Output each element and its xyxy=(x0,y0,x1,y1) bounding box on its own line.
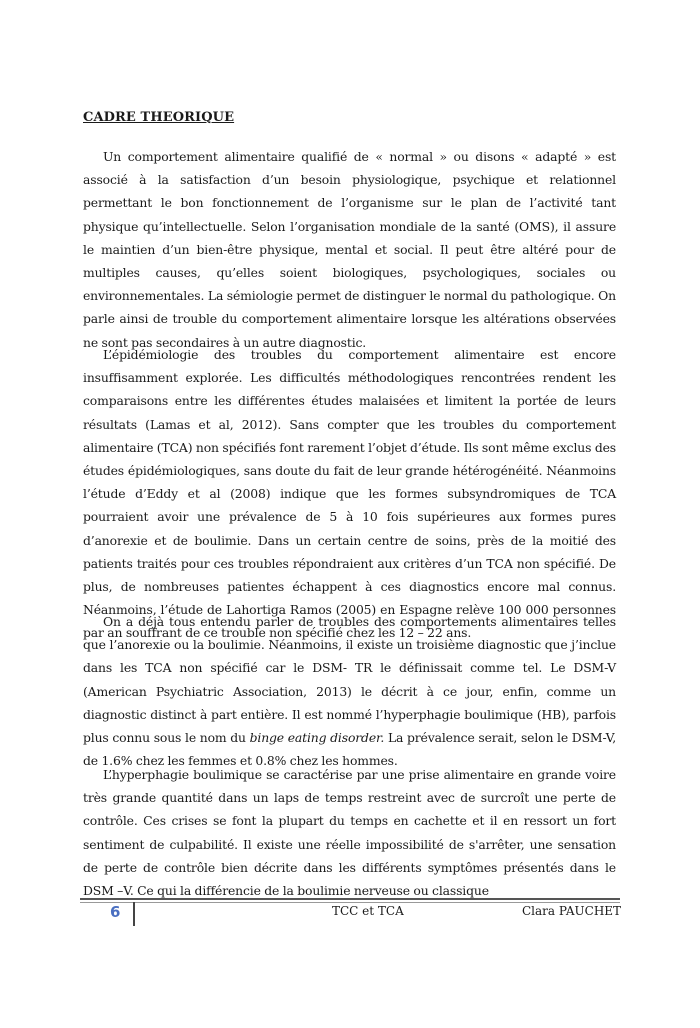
footer-divider xyxy=(80,898,620,900)
footer-author: Clara PAUCHET xyxy=(522,904,622,918)
footer-divider-thin xyxy=(80,902,620,903)
paragraph-4: L’hyperphagie boulimique se caractérise par une prise alimentaire en grande voire très grande quantité dans un laps de temps restreint avec de surcroît une perte de contrôle. Ces crises se font la plupart du temps en cachette et il en ressort un fort sentiment de culpabilité. Il existe une réelle impossibilité de s'arrêter, une sensation de perte de contrôle bien décrite dans les différents symptômes présentés dans le DSM –V. Ce qui la différencie de la boulimie nerveuse ou classique xyxy=(83,767,616,899)
page-number: 6 xyxy=(110,903,121,921)
paragraph-3-italic-term: binge eating disorder. xyxy=(249,730,385,746)
paragraph-3 xyxy=(83,610,616,772)
page-number-separator xyxy=(133,902,135,926)
section-heading: CADRE THEORIQUE xyxy=(83,110,235,125)
paragraph-3-text-start: On a déjà tous entendu parler de troubles des comportements alimentaires telles que l’anorexie ou la boulimie. Néanmoins, il existe un troisième diagnostic que j’inclue dans les TCA non spécifié car le DSM- TR le définissait comme tel. Le DSM-V (American Psychiatric Association, 2013) le décrit à ce jour, enfin, comme un diagnostic distinct à part entière. Il est nommé l’hyperphagie boulimique (HB), parfois plus connu sous le nom du xyxy=(83,614,616,746)
paragraph-1: Un comportement alimentaire qualifié de « normal » ou disons « adapté » est associé à la satisfaction d’un besoin physiologique, psychique et relationnel permettant le bon fonctionnement de l’organisme sur le plan de l’activité tant physique qu’intellectuelle. Selon l’organisation mondiale de la santé (OMS), il assure le maintien d’un bien-être physique, mental et social. Il peut être altéré pour de multiples causes, qu’elles soient biologiques, psychologiques, sociales ou environnementales. La sémiologie permet de distinguer le normal du pathologique. On parle ainsi de trouble du comportement alimentaire lorsque les altérations observées ne sont pas secondaires à un autre diagnostic. xyxy=(83,149,616,350)
footer-title: TCC et TCA xyxy=(332,904,404,918)
paragraph-3-text-end: La prévalence serait, selon le DSM-V, de 1.6% chez les femmes et 0.8% chez les hommes. xyxy=(83,730,616,769)
paragraph-2: L’épidémiologie des troubles du comportement alimentaire est encore insuffisamment explorée. Les difficultés méthodologiques rencontrées rendent les comparaisons entre les différentes études malaisées et limitent la portée de leurs résultats (Lamas et al, 2012). Sans compter que les troubles du comportement alimentaire (TCA) non spécifiés font rarement l’objet d’étude. Ils sont même exclus des études épidémiologiques, sans doute du fait de leur grande hétérogénéité. Néanmoins l’étude d’Eddy et al (2008) indique que les formes subsyndromiques de TCA pourraient avoir une prévalence de 5 à 10 fois supérieures aux formes pures d’anorexie et de boulimie. Dans un certain centre de soins, près de la moitié des patients traités pour ces troubles répondraient aux critères d’un TCA non spécifié. De plus, de nombreuses patientes échappent à ces diagnostics encore mal connus. Néanmoins, l’étude de Lahortiga Ramos (2005) en Espagne relève 100 000 personnes par an souffrant de ce trouble non spécifié chez les 12 – 22 ans. xyxy=(83,347,616,641)
